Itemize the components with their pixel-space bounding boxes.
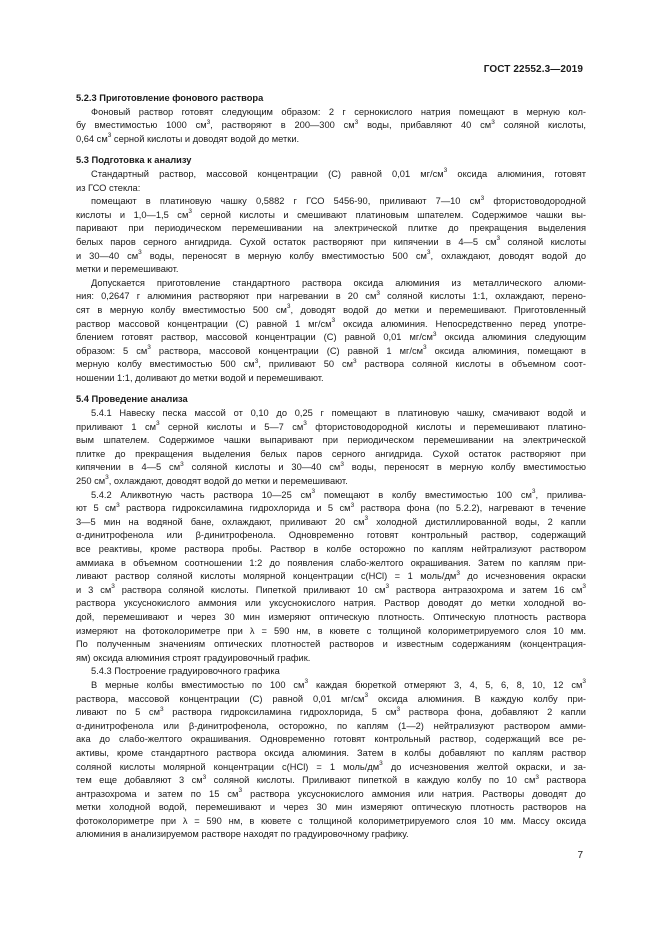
text-line: ака до слабо-желтого окрашивания. Одновременно готовят контрольный раствор, содержащий все ре- <box>76 734 586 745</box>
text-line: По полученным значениям оптических плотностей растворов и известным содержаниям (концентрация- <box>76 639 586 650</box>
text-line: приливают 1 $см^3$ серной кислоты и 5—7 $см^3$ фтористоводородной кислоты и перемешивают платино- <box>76 420 586 432</box>
text-line: В мерные колбы вместимостью по 100 $см^3$ каждая бюреткой отмеряют 3, 4, 5, 6, 8, 10, 12 $см^3$ <box>91 678 586 690</box>
text-line: белых паров серного ангидрида. Сухой остаток растворяют при кипячении в 4—5 $см^3$ соляной кислоты <box>76 235 587 247</box>
text-line: плитке до прекращения выделения белых паров серного ангидрида. Сухой остаток растворяют при <box>76 448 586 459</box>
text-line: все реактивы, кроме раствора пробы. Раствор в колбе осторожно по каплям нейтрализуют раствором <box>76 544 586 554</box>
text-line: Стандартный раствор, массовой концентрации (С) равной 0,01 $мг/см^3$ оксида алюминия, готовят <box>91 167 587 179</box>
text-line: тем еще добавляют 3 $см^3$ соляной кислоты. Приливают пипеткой в каждую колбу по 10 $см^3$ раствора <box>76 773 586 786</box>
text-line: вым шпателем. Содержимое чашки выпаривают при периодическом перемешивании на электрической <box>76 435 586 446</box>
page-number: 7 <box>577 850 583 861</box>
text-line: 3—5 мин на водяной бане, охлаждают, приливают 20 $см^3$ холодной дистиллированной воды, 2 капли <box>76 515 586 527</box>
paragraph <box>76 277 586 386</box>
text-line: фотоколориметре при λ = 590 нм, в кювете с толщиной колориметрируемого слоя 10 мм. Массу оксида <box>76 815 586 826</box>
text-line: 5.4.2 Аликвотную часть раствора 10—25 $см^3$ помещают в колбу вместимостью 100 $см^3$, прилива- <box>91 488 586 500</box>
section-heading: 5.4 Проведение анализа <box>76 394 188 405</box>
text-line: образом: 5 $см^3$ раствора, массовой концентрации (С) равной 1 $мг/см^3$ оксида алюминия, помещают в <box>76 344 586 356</box>
text-line: и 3 $см^3$ раствора соляной кислоты. Пипеткой приливают 10 $см^3$ раствора антразохрома и затем 16 $см^3$ <box>76 583 586 595</box>
paragraph <box>76 679 586 842</box>
text-line: ния: 0,2647 г алюминия растворяют при нагревании в 20 $см^3$ соляной кислоты 1:1, охлаждают, перено- <box>76 289 586 302</box>
text-line: раствора, массовой концентрации (С) равной 0,01 $мг/см^3$ оксида алюминия. В каждую колбу при- <box>76 691 586 704</box>
text-line: дой, перемешивают и через 30 мин измеряют оптическую плотность. Оптическую плотность раствора <box>76 611 586 622</box>
text-line: измеряют на фотоколориметре при λ = 590 нм, в кювете с толщиной колориметрируемого слоя 10 мм. <box>76 625 586 636</box>
text-line: Фоновый раствор готовят следующим образом: 2 г сернокислого натрия помещают в мерную кол- <box>91 106 586 117</box>
document-body <box>76 92 586 842</box>
text-line: и 30—40 $см^3$ воды, переносят в мерную колбу вместимостью 500 $см^3$, охлаждают, доводят водой до <box>76 248 586 261</box>
text-line: α-динитрофенола или β-динитрофенола. Одновременно готовят контрольный раствор, содержащий <box>76 530 586 541</box>
text-line: кислоты и 1,0—1,5 $см^3$ серной кислоты и смешивают платиновым шпателем. Содержимое чашки вы- <box>76 208 586 220</box>
text-line: соляной кислоты молярной концентрации с(HCl) = 1 моль/$дм^3$ до исчезновения желтой окраски, и за- <box>76 759 586 772</box>
text-line: ют 5 $см^3$ раствора гидроксиламина гидрохлорида и 5 $см^3$ раствора фона (по 5.2.2), нагревают в течение <box>76 501 586 514</box>
text-line: ливают по 5 $см^3$ раствора гидроксиламина гидрохлорида, 5 $см^3$ раствора фона, добавляют 2 капли <box>76 705 586 718</box>
paragraph <box>76 489 586 666</box>
text-line: ям) оксида алюминия строят градуировочный график. <box>76 652 311 663</box>
text-line: паривают при периодическом перемешивании на электрической плитке до прекращения выделения <box>76 223 586 234</box>
paragraph <box>76 168 586 195</box>
text-line: мерную колбу вместимостью 500 $см^3$, приливают 50 $см^3$ раствора соляной кислоты в объемном соот- <box>76 357 586 370</box>
text-line: 250 $см^3$, охлаждают, доводят водой до метки и перемешивают. <box>76 474 348 487</box>
text-line: раствор массовой концентрации (С) равной 1 $мг/см^3$ оксида алюминия. Непосредственно перед употре- <box>76 316 586 329</box>
text-line: помещают в платиновую чашку 0,5882 г ГСО 5456-90, приливают 7—10 $см^3$ фтористоводородной <box>91 194 586 207</box>
text-line: антразохрома и затем по 15 $см^3$ раствора уксуснокислого аммония или натрия. Растворы доводят до <box>76 787 586 799</box>
text-line: активы, кроме стандартного раствора оксида алюминия. Затем в колбы добавляют по каплям раствор <box>76 747 586 758</box>
text-line: α-динитрофенола или β-динитрофенола, осторожно, по каплям (1—2) нейтрализуют раствором амми- <box>76 720 586 731</box>
text-line: ливают раствор соляной кислоты молярной концентрации с(HCl) = 1 моль/$дм^3$ до исчезновения окраски <box>76 569 586 582</box>
text-line: аммиака в объемном соотношении 1:2 до появления слабо-желтого окрашивания. Затем по каплям при- <box>76 557 586 568</box>
text-line: из ГСО стекла: <box>76 182 141 193</box>
text-line: Допускается приготовление стандартного раствора оксида алюминия из металлического алюми- <box>91 277 586 288</box>
paragraph <box>76 407 586 489</box>
text-line: 5.4.3 Построение градуировочного графика <box>91 666 280 677</box>
paragraph <box>76 195 586 277</box>
paragraph <box>76 665 586 679</box>
section-heading: 5.3 Подготовка к анализу <box>76 155 192 166</box>
text-line: метки холодной водой, перемешивают и через 30 мин измеряют оптическую плотность растворов на <box>76 802 586 813</box>
text-line: ношении 1:1, доливают до метки водой и перемешивают. <box>76 372 324 383</box>
text-line: метки и перемешивают. <box>76 264 179 275</box>
text-line: 0,64 $см^3$ серной кислоты и доводят водой до метки. <box>76 132 300 144</box>
section-heading: 5.2.3 Приготовление фонового раствора <box>76 93 264 103</box>
text-line: кипячении в 4—5 $см^3$ соляной кислоты и 30—40 $см^3$ воды, переносят в мерную колбу вместимостью <box>76 460 586 473</box>
text-line: раствора уксуснокислого аммония или уксуснокислого натрия. Раствор доводят до метки холодной во- <box>76 598 586 609</box>
paragraph <box>76 106 586 147</box>
text-line: алюминия в анализируемом растворе находят по градуировочному графику. <box>76 829 409 840</box>
text-line: бу вместимостью 1000 $см^3$, растворяют в 200—300 $см^3$ воды, прибавляют 40 $см^3$ соляной кислоты, <box>76 118 586 131</box>
text-line: блением готовят раствор, массовой концентрации (С) равной 0,01 $мг/см^3$ оксида алюминия следующим <box>76 330 586 343</box>
document-header: ГОСТ 22552.3—2019 <box>483 64 583 75</box>
text-line: сят в мерную колбу вместимостью 500 $см^3$, доводят водой до метки и перемешивают. Приготовленный <box>76 303 586 315</box>
text-line: 5.4.1 Навеску песка массой от 0,10 до 0,25 г помещают в платиновую чашку, смачивают водой и <box>91 408 586 419</box>
